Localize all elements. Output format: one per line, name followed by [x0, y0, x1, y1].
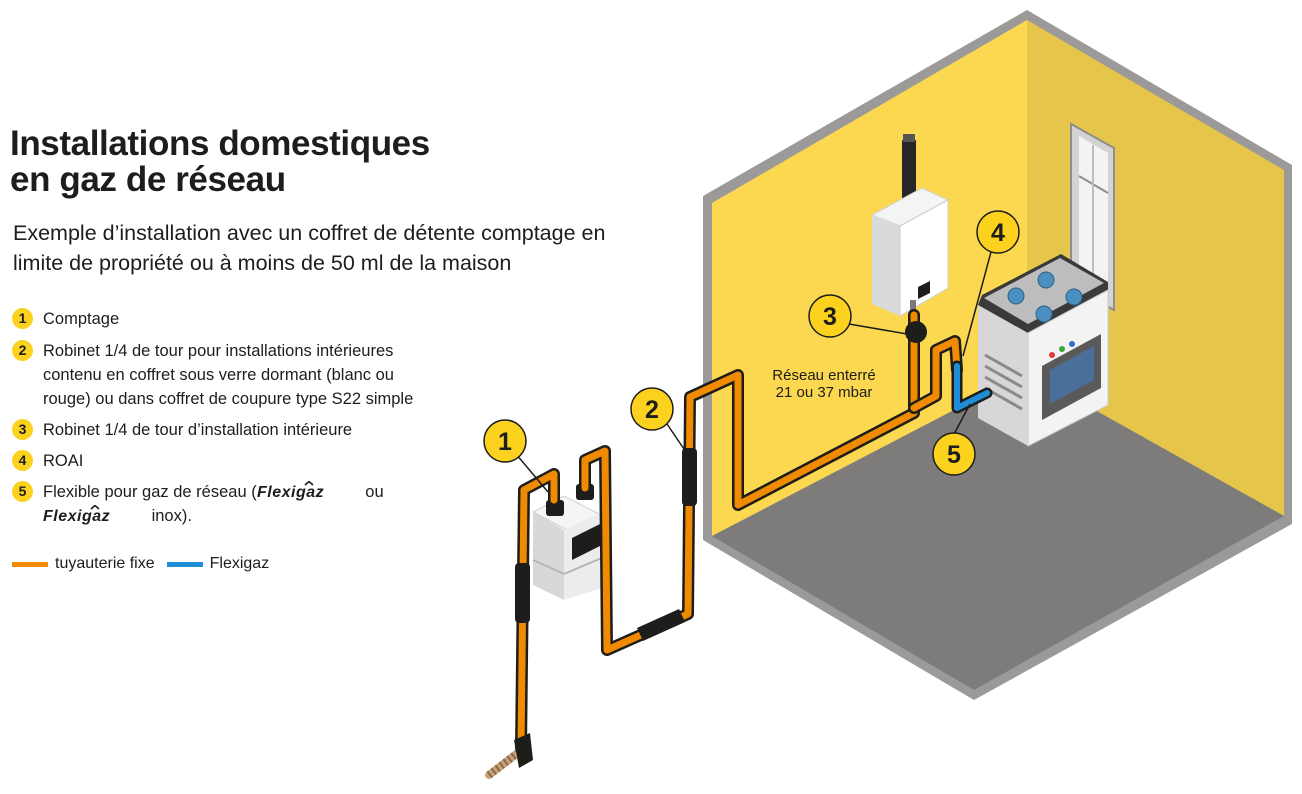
line-legend-fixed-pipe: tuyauterie fixe [55, 555, 155, 572]
legend-text-robinet-interieur: Robinet 1/4 de tour d’installation intérieure [43, 421, 353, 439]
legend-text-robinet-line-1: Robinet 1/4 de tour pour installations intérieures [43, 342, 394, 360]
gas-meter [533, 484, 611, 600]
legend-text-roai: ROAI [43, 452, 84, 470]
svg-text:2: 2 [645, 396, 659, 424]
underground-inlet [489, 733, 533, 775]
svg-text:5: 5 [947, 441, 961, 469]
callout-5 [933, 433, 975, 475]
svg-text:1: 1 [498, 428, 512, 456]
subtitle-line-1: Exemple d’installation avec un coffret de détente comptage en [13, 221, 606, 245]
legend-number-1: 1 [12, 308, 33, 329]
svg-text:Flexigaz: Flexigaz [43, 508, 111, 526]
legend-text-flexible-before: Flexible pour gaz de réseau ( [43, 483, 257, 501]
subtitle-line-2: limite de propriété ou à moins de 50 ml de la maison [13, 251, 512, 275]
callout-1 [484, 420, 526, 462]
svg-text:3: 3 [823, 303, 837, 331]
title-line-2: en gaz de réseau [10, 160, 286, 199]
network-label-line-1: Réseau enterré [772, 367, 876, 384]
network-label-line-2: 21 ou 37 mbar [775, 384, 873, 401]
callout-4 [977, 211, 1019, 253]
legend-text-comptage: Comptage [43, 310, 120, 328]
legend-text-flexible-inox: inox). [147, 507, 192, 525]
legend-number-5: 5 [12, 481, 33, 502]
svg-text:4: 4 [991, 219, 1005, 247]
callout-2 [631, 388, 673, 430]
svg-text:Flexigaz: Flexigaz [256, 484, 324, 502]
legend-text-robinet-line-2: contenu en coffret sous verre dormant (blanc ou [43, 366, 394, 384]
line-legend-flexigaz: Flexigaz [209, 555, 270, 572]
legend-text-robinet-line-3: rouge) ou dans coffret de coupure type S22 simple [43, 390, 414, 408]
legend-number-2: 2 [12, 340, 33, 361]
callout-3 [809, 295, 851, 337]
legend-number-3: 3 [12, 419, 33, 440]
legend-number-4: 4 [12, 450, 33, 471]
title-line-1: Installations domestiques [10, 124, 430, 163]
legend-text-flexible-after: ou [360, 483, 384, 501]
